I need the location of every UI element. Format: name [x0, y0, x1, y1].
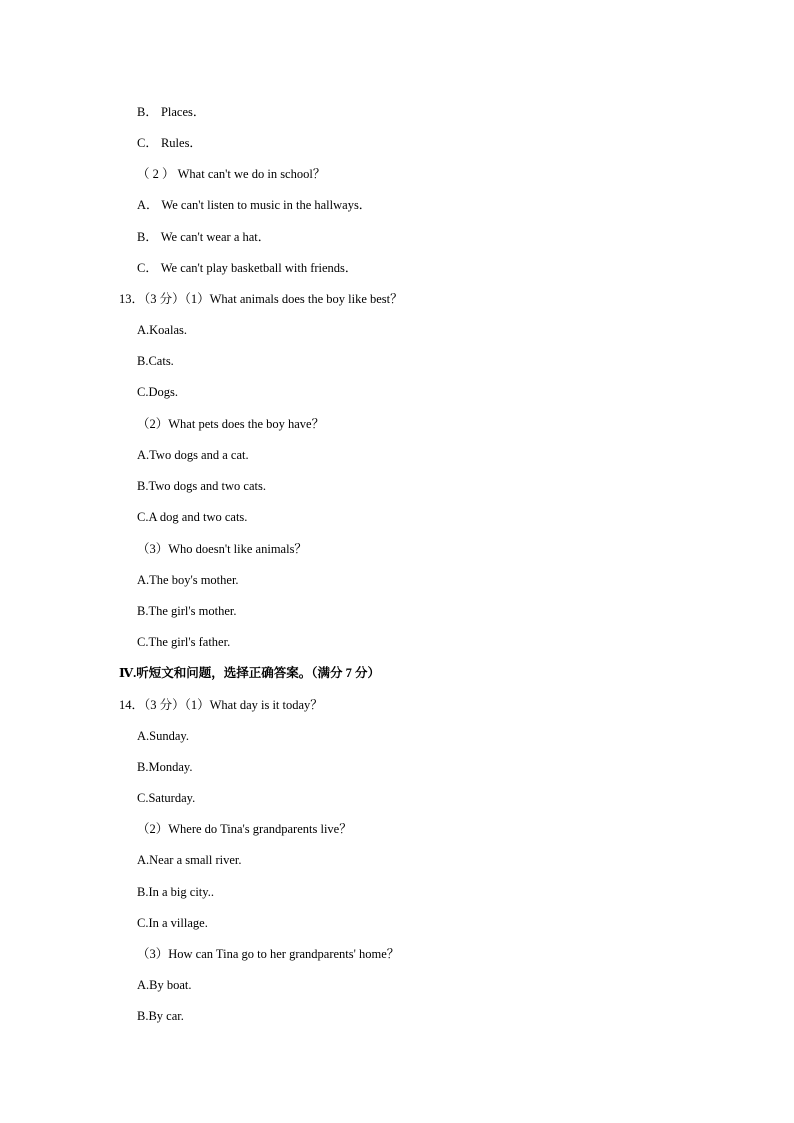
- option-b-big-city: B.In a big city..: [137, 885, 214, 899]
- option-a-koalas: A.Koalas.: [137, 323, 187, 337]
- option-c-dogs: C.Dogs.: [137, 385, 178, 399]
- option-c-saturday: C.Saturday.: [137, 791, 196, 805]
- question-13-1: 13．（3 分）（1）What animals does the boy like best？: [119, 292, 403, 306]
- option-a-two-dogs-cat: A.Two dogs and a cat.: [137, 448, 249, 462]
- option-a-near-river: A.Near a small river.: [137, 853, 242, 867]
- option-a-by-boat: A.By boat.: [137, 978, 192, 992]
- question-13-2: （2）What pets does the boy have？: [137, 417, 325, 431]
- option-c-dog-two-cats: C.A dog and two cats.: [137, 510, 248, 524]
- option-b-hat: B． We can't wear a hat．: [137, 230, 271, 244]
- question-14-3: （3）How can Tina go to her grandparents' home？: [137, 947, 400, 961]
- question-12-2: （ 2 ） What can't we do in school？: [137, 167, 326, 181]
- option-c-rules: C． Rules．: [137, 136, 202, 150]
- option-b-monday: B.Monday.: [137, 760, 193, 774]
- option-a-boys-mother: A.The boy's mother.: [137, 573, 239, 587]
- option-b-cats: B.Cats.: [137, 354, 174, 368]
- option-b-girls-mother: B.The girl's mother.: [137, 604, 237, 618]
- option-b-places: B． Places．: [137, 105, 206, 119]
- section-iv-heading: Ⅳ.听短文和问题，选择正确答案。（满分 7 分）: [119, 666, 381, 680]
- option-a-sunday: A.Sunday.: [137, 729, 189, 743]
- option-b-by-car: B.By car.: [137, 1009, 184, 1023]
- option-a-music: A． We can't listen to music in the hallways．: [137, 198, 372, 212]
- question-14-2: （2）Where do Tina's grandparents live？: [137, 822, 352, 836]
- option-c-girls-father: C.The girl's father.: [137, 635, 231, 649]
- question-13-3: （3）Who doesn't like animals？: [137, 542, 307, 556]
- option-c-village: C.In a village.: [137, 916, 208, 930]
- question-14-1: 14．（3 分）（1）What day is it today？: [119, 698, 323, 712]
- option-b-two-dogs-two-cats: B.Two dogs and two cats.: [137, 479, 266, 493]
- option-c-basketball: C． We can't play basketball with friends．: [137, 261, 358, 275]
